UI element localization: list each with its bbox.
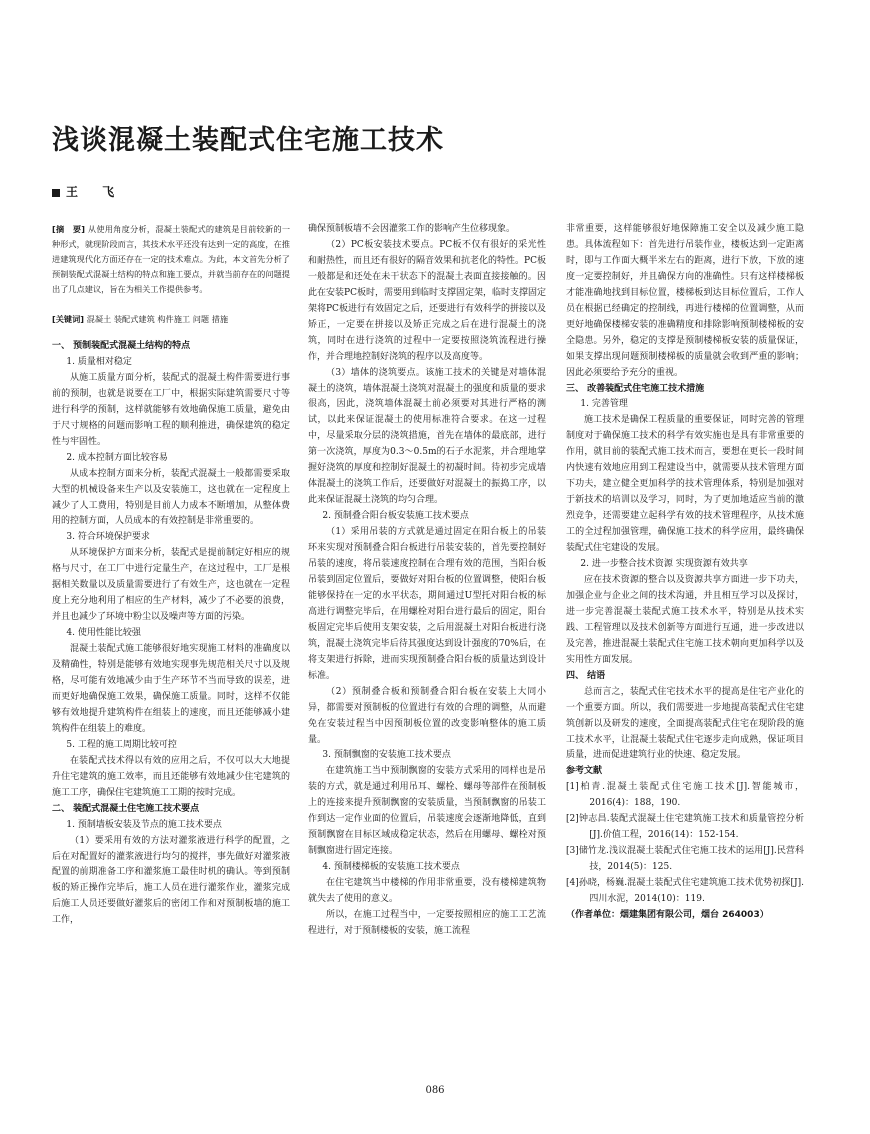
subsection-heading: 2. 成本控制方面比较容易	[66, 452, 168, 463]
paragraph: 应在技术资源的整合以及资源共享方面进一步下功夫，加强企业与企业之间的技术沟通，并且相互学习以及探讨，进一步完善混凝土装配式施工技术水平，特别是从技术实践、工程管理以及技术创新等方面进行互通，进一步改进以及完善，推进混凝土装配式住宅施工技术朝向更加科学以及实用性方面发展。	[566, 574, 804, 665]
references-heading: 参考文献	[566, 766, 603, 777]
subsection-heading: 1. 预制墙板安装及节点的施工技术要点	[66, 819, 222, 830]
paragraph: （3）墙体的浇筑要点。该施工技术的关键是对墙体混凝土的浇筑，墙体混凝土浇筑对混凝土的强度和质量的要求很高，因此，浇筑墙体混凝土前必须要对其进行严格的测试，以此来保证混凝土的使用标准符合要求。在这一过程中，尽量采取分层的浇筑措施，首先在墙体的最底部，进行第一次浇筑，厚度为0.3～0.5m的石子水泥浆，并合理地掌握好浇筑的厚度和控制好混凝土的初凝时间。待初步完成墙体混凝土的浇筑工作后，还要做好对混凝土的振捣工序，以此来保证混凝土浇筑的均匀合理。	[308, 367, 546, 506]
paragraph: 在装配式技术得以有效的应用之后，不仅可以大大地提升住宅建筑的施工效率，而且还能够有效地减少住宅建筑的施工工序，确保住宅建筑施工工期的按时完成。	[52, 755, 290, 798]
paragraph: （1）要采用有效的方法对灌浆液进行科学的配置，之后在对配置好的灌浆液进行均匀的搅拌，事先做好对灌浆液配置的前期准备工序和灌浆施工最佳时机的确认。等到预制板的矫正操作完毕后，施工人员在进行灌浆作业，灌浆完成后施工人员还要做好灌浆后的密闭工作和对预制板墙的施工工作，	[52, 835, 290, 926]
section-heading: 二、 装配式混凝土住宅施工技术要点	[52, 803, 200, 814]
article-title: 浅谈混凝土装配式住宅施工技术	[52, 125, 444, 156]
paragraph: 总而言之，装配式住宅技术水平的提高是住宅产业化的一个重要方面。所以，我们需要进一步地提高装配式住宅建筑创新以及研发的速度，全面提高装配式住宅在现阶段的施工技术水平，让混凝土装配式住宅逐步走向成熟，保证项目质量，进而促进建筑行业的快速、稳定发展。	[566, 686, 804, 761]
section-heading: 一、 预制装配式混凝土结构的特点	[52, 341, 191, 351]
column-2-body	[308, 222, 546, 940]
column-1-body	[52, 339, 290, 929]
author-name: 王 飞	[66, 185, 125, 199]
subsection-heading: 3. 预制飘窗的安装施工技术要点	[322, 750, 451, 761]
page-number: 086	[425, 1085, 445, 1096]
section-heading: 四、 结语	[566, 670, 606, 681]
section-heading: 三、 改善装配式住宅施工技术措施	[566, 383, 705, 394]
column-3-body	[566, 222, 804, 924]
reference-item: [4]孙晓，杨巍.混凝土装配式住宅建筑施工技术优势初探[J].四川水泥，2014(10)：119.	[566, 878, 804, 905]
paragraph: （2）PC板安装技术要点。PC板不仅有很好的采光性和耐热性，而且还有很好的隔音效果和抗老化的特性。PC板一般都是和还处在未干状态下的混凝土表面直接接触的。因此在安装PC板时，需要用到临时支撑固定架，临时支撑固定架将PC板进行有效固定之后，还要进行有效科学的拼接以及矫正，一定要在拼接以及矫正完成之后在进行混凝土的浇筑，同时在进行浇筑的过程中一定要按照浇筑流程进行操作，并合理地控制好浇筑的程序以及高度等。	[308, 239, 546, 362]
reference-item: [3]储竹龙.浅议混凝土装配式住宅施工技术的运用[J].民营科技，2014(5)：125.	[566, 846, 804, 873]
abstract	[52, 222, 290, 297]
keywords	[52, 312, 290, 327]
subsection-heading: 4. 预制楼梯板的安装施工技术要点	[322, 862, 460, 873]
column-3	[566, 222, 804, 924]
keywords-text: 混凝土 装配式建筑 构件施工 问题 措施	[86, 314, 229, 324]
subsection-heading: 5. 工程的施工周期比较可控	[66, 739, 177, 750]
keywords-label: [关键词]	[52, 314, 85, 324]
black-square-icon	[52, 189, 60, 197]
paragraph: 在建筑施工当中预制飘窗的安装方式采用的同样也是吊装的方式，就是通过利用吊耳、螺栓、螺母等部件在预制板上的连接来提升预制飘窗的安装质量，当预制飘窗的吊装工作到达一定作业面的位置后，吊装速度会逐渐地降低，直到预制飘窗在目标区域成稳定状态，然后在用螺母、螺栓对预制飘窗进行固定连接。	[308, 766, 546, 857]
paragraph: 从成本控制方面来分析，装配式混凝土一般都需要采取大型的机械设备来生产以及安装施工，这也就在一定程度上减少了人工费用，特别是目前人力成本不断增加，从整体费用的控制方面，人员成本的有效控制是非常重要的。	[52, 468, 290, 527]
subsection-heading: 2. 进一步整合技术资源 实现资源有效共享	[580, 559, 748, 570]
paragraph: （1）采用吊装的方式就是通过固定在阳台板上的吊装环来实现对预制叠合阳台板进行吊装安装的，首先要控制好吊装的速度，将吊装速度控制在合理有效的范围，当阳台板吊装到固定位置后，要做好对阳台板的位置调整，使阳台板能够保持在一定的水平状态，期间通过U型托对阳台板的标高进行调整完毕后，在用螺栓对阳台进行最后的固定，阳台板固定完毕后使用支架安装，之后用混凝土对阳台板进行浇筑，混凝土浇筑完毕后待其强度达到设计强度的70%后，在将支架进行拆除，进而实现预制叠合阳台板的质量达到设计标准。	[308, 527, 546, 681]
reference-item: [1]柏青.混凝土装配式住宅施工技术[J].智能城市，2016(4)：188，190.	[566, 782, 804, 809]
paragraph: （2）预制叠合板和预制叠合阳台板在安装上大同小异，都需要对预制板的位置进行有效的合理的调整，从而避免在安装过程当中因预制板位置的改变影响整体的施工质量。	[308, 686, 546, 745]
subsection-heading: 1. 完善管理	[580, 399, 628, 410]
paragraph: 从施工质量方面分析，装配式的混凝土构件需要进行事前的预制，也就是说要在工厂中，根据实际建筑需要尺寸等进行科学的预制，这样就能够有效地确保施工质量，避免由于尺寸规格的问题而影响工程的顺利推进，确保建筑的稳定性与牢固性。	[52, 372, 290, 447]
author-affiliation: （作者单位：烟建集团有限公司，烟台 264003）	[566, 909, 769, 920]
reference-item: [2]钟志昌.装配式混凝土住宅建筑施工技术和质量管控分析[J].价值工程，2016(14)：152-154.	[566, 814, 804, 841]
subsection-heading: 2. 预制叠合阳台板安装施工技术要点	[322, 511, 469, 522]
subsection-heading: 3. 符合环境保护要求	[66, 532, 150, 543]
subsection-heading: 4. 使用性能比较强	[66, 628, 141, 639]
paragraph: 从环境保护方面来分析，装配式是提前制定好相应的规格与尺寸，在工厂中进行定量生产，在这过程中，工厂是根据相关数量以及质量需要进行了有效生产，这也就在一定程度上充分地利用了相应的生产材料，减少了不必要的浪费，并且也减少了环境中粉尘以及噪声等方面的污染。	[52, 548, 290, 623]
paragraph-continued: 非常重要，这样能够很好地保障施工安全以及减少施工隐患。具体流程如下：首先进行吊装作业，楼板达到一定距离时，即与工作面大概半米左右的距离，进行下放，下放的速度一定要控制好，并且确保方向的准确性。只有这样楼梯板才能准确地找到目标位置，楼梯板到达目标位置后，工作人员在根据已经确定的控制线，再进行楼梯的位置调整，从而更好地确保楼梯安装的准确精度和排除影响预制楼梯板的安全隐患。另外，稳定的支撑是预制楼梯板安装的质量保证，如果支撑出现问题预制楼梯板的质量就会收到严重的影响；因此必须要给予充分的重视。	[566, 224, 804, 378]
column-1	[52, 222, 290, 929]
paragraph-continued: 确保预制板墙不会因灌浆工作的影响产生位移现象。	[308, 224, 516, 234]
abstract-text: 从使用角度分析，混凝土装配式的建筑是目前较新的一种形式，就现阶段而言，其技术水平还没有达到一定的高度，在推进建筑现代化方面还存在一定的技术难点。为此，本文首先分析了预制装配式混凝土结构的特点和施工要点，并就当前存在的问题提出了几点建议，旨在为相关工作提供参考。	[52, 224, 291, 294]
subsection-heading: 1. 质量相对稳定	[66, 356, 132, 367]
author-line	[52, 183, 124, 200]
abstract-label: [摘 要]	[52, 224, 86, 234]
column-2	[308, 222, 546, 940]
paragraph: 所以，在施工过程当中，一定要按照相应的施工工艺流程进行，对于预制楼板的安装，施工流程	[308, 909, 546, 936]
paragraph: 施工技术是确保工程质量的重要保证，同时完善的管理制度对于确保施工技术的科学有效实施也是具有非常重要的作用，就目前的装配式施工技术而言，要想在更长一段时间内快速有效地应用到工程建设当中，就需要从技术管理方面下功夫，建立健全更加科学的技术管理体系，特别是加强对于新技术的培训以及学习，同时，为了更加地适应当前的激烈竞争，还需要建立起科学有效的技术管理程序，从技术施工的全过程加强管理，确保施工技术的科学应用，最终确保装配式住宅建设的发展。	[566, 415, 804, 554]
paragraph: 在住宅建筑当中楼梯的作用非常重要，没有楼梯建筑物就失去了使用的意义。	[308, 878, 546, 905]
paragraph: 混凝土装配式施工能够很好地实现施工材料的准确度以及精确性，特别是能够有效地实现事先规范相关尺寸以及规格，尽可能有效地减少由于生产环节不当而导致的误差，进而更好地确保施工效果，确保施工质量。同时，这样不仅能够有效地提升建筑构件在组装上的速度，而且还能够减小建筑构件在组装上的难度。	[52, 644, 290, 734]
